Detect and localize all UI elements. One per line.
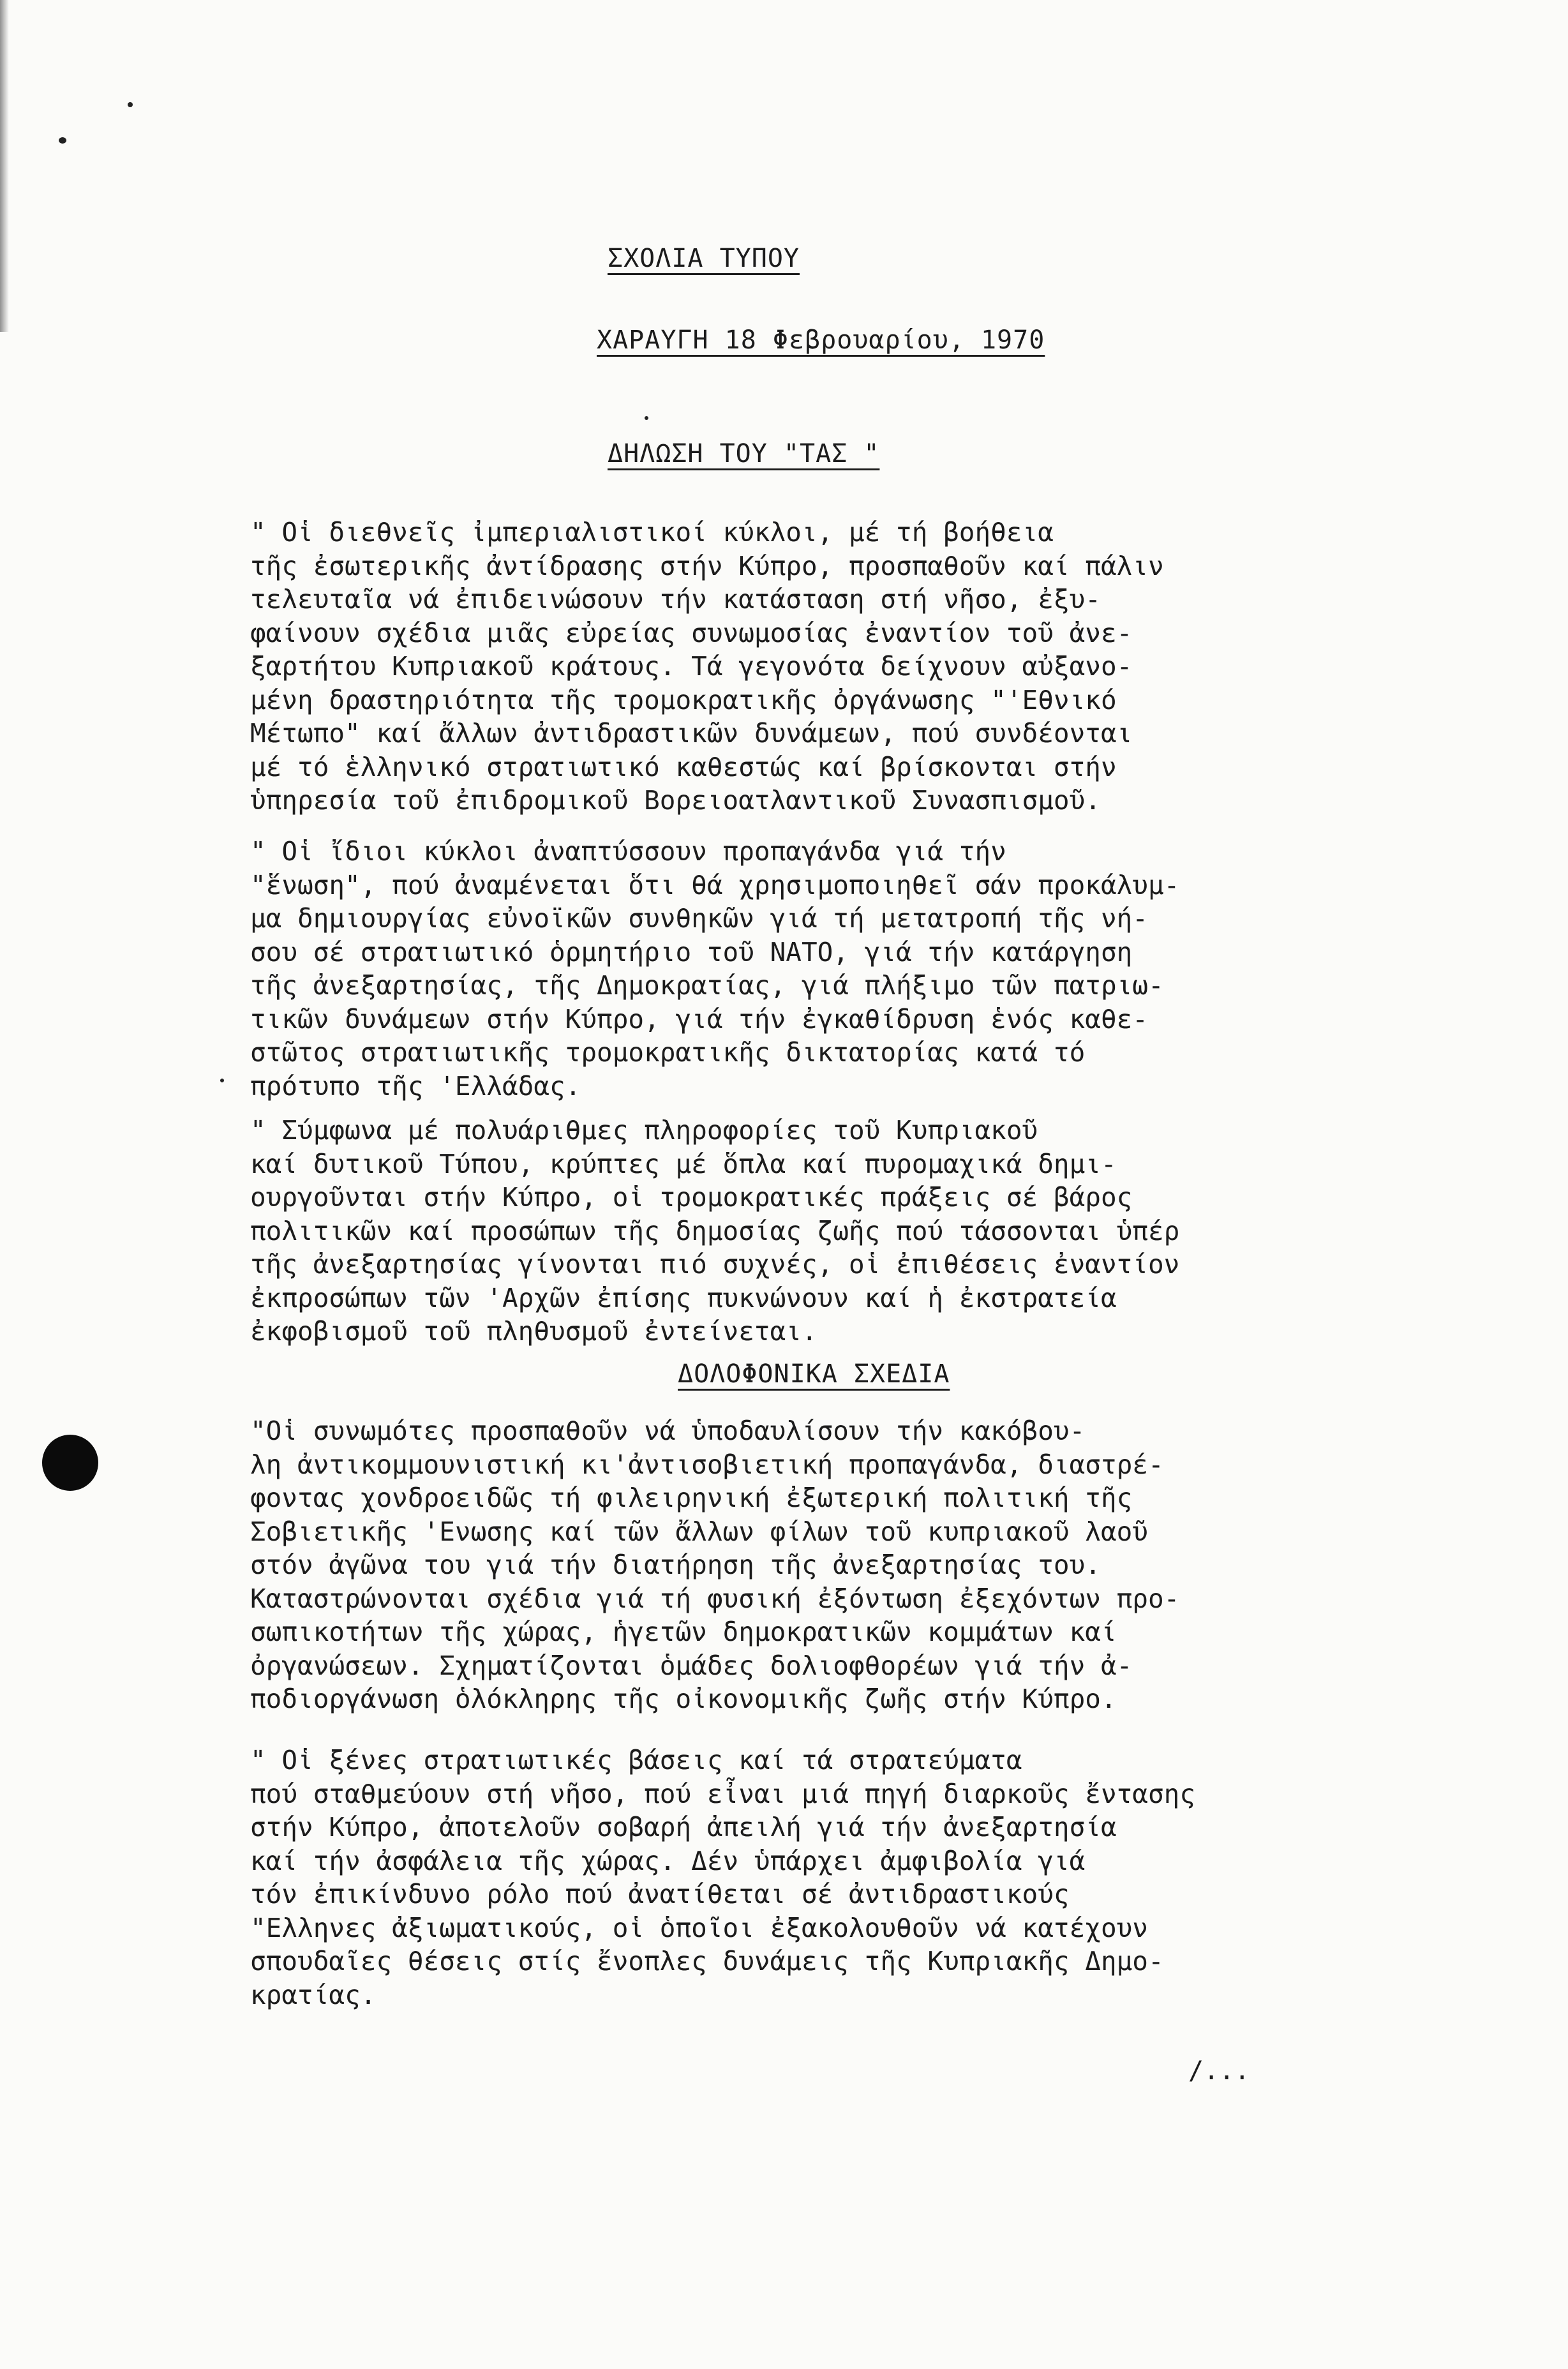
text-line: σου σέ στρατιωτικό ὁρμητήριο τοῦ ΝΑΤΟ, γιά τήν κατάργηση xyxy=(250,936,1133,968)
text-line: πού σταθμεύουν στή νῆσο, πού εἶναι μιά πηγή διαρκοῦς ἔντασης xyxy=(250,1778,1196,1809)
section-heading-plots: ΔΟΛΟΦΟΝΙΚΑ ΣΧΕΔΙΑ xyxy=(678,1359,950,1389)
text-line: πολιτικῶν καί προσώπων τῆς δημοσίας ζωῆς πού τάσσονται ὑπέρ xyxy=(250,1215,1180,1246)
text-line: ἐκπροσώπων τῶν 'Αρχῶν ἐπίσης πυκνώνουν καί ἡ ἐκστρατεία xyxy=(250,1282,1117,1313)
text-line: ποδιοργάνωση ὁλόκληρης τῆς οἰκονομικῆς ζωῆς στήν Κύπρο. xyxy=(250,1684,1117,1714)
text-line: μα δημιουργίας εὐνοϊκῶν συνθηκῶν γιά τή μετατροπή τῆς νή- xyxy=(250,903,1148,934)
text-line: "Ελληνες ἀξιωματικούς, οἱ ὁποῖοι ἐξακολουθοῦν νά κατέχουν xyxy=(250,1912,1148,1943)
scan-speck xyxy=(220,1079,224,1082)
text-line: στῶτος στρατιωτικῆς τρομοκρατικῆς δικτατορίας κατά τό xyxy=(250,1037,1086,1068)
text-line: Σοβιετικῆς 'Ενωσης καί τῶν ἄλλων φίλων τοῦ κυπριακοῦ λαοῦ xyxy=(250,1516,1148,1547)
text-line: " Οἱ διεθνεῖς ἰμπεριαλιστικοί κύκλοι, μέ τή βοήθεια xyxy=(250,517,1054,548)
paragraph-2 xyxy=(250,835,1399,1103)
text-line: " Οἱ ξένες στρατιωτικές βάσεις καί τά στρατεύματα xyxy=(250,1745,1022,1775)
text-line: Μέτωπο" καί ἄλλων ἀντιδραστικῶν δυνάμεων, πού συνδέονται xyxy=(250,718,1133,749)
text-line: σπουδαῖες θέσεις στίς ἔνοπλες δυνάμεις τῆς Κυπριακῆς Δημο- xyxy=(250,1946,1164,1977)
paragraph-5 xyxy=(250,1744,1399,2012)
text-line: Καταστρώνονται σχέδια γιά τή φυσική ἐξόντωση ἐξεχόντων προ- xyxy=(250,1583,1180,1614)
source-date-heading: ΧΑΡΑΥΓΗ 18 Φεβρουαρίου, 1970 xyxy=(597,325,1045,355)
scan-speck xyxy=(128,102,133,107)
text-line: μένη δραστηριότητα τῆς τρομοκρατικῆς ὀργάνωσης "'Εθνικό xyxy=(250,684,1117,715)
text-line: σωπικοτήτων τῆς χώρας, ἡγετῶν δημοκρατικῶν κομμάτων καί xyxy=(250,1617,1117,1647)
text-line: φοντας χονδροειδῶς τή φιλειρηνική ἐξωτερική πολιτική τῆς xyxy=(250,1483,1133,1513)
text-line: ουργοῦνται στήν Κύπρο, οἱ τρομοκρατικές πράξεις σέ βάρος xyxy=(250,1182,1133,1213)
text-line: τικῶν δυνάμεων στήν Κύπρο, γιά τήν ἐγκαθίδρυση ἑνός καθε- xyxy=(250,1003,1148,1035)
text-line: φαίνουν σχέδια μιᾶς εὐρείας συνωμοσίας ἐναντίον τοῦ ἀνε- xyxy=(250,617,1133,648)
paragraph-3 xyxy=(250,1114,1399,1349)
text-line: " Σύμφωνα μέ πολυάριθμες πληροφορίες τοῦ Κυπριακοῦ xyxy=(250,1115,1038,1146)
text-line: "ἕνωση", πού ἀναμένεται ὅτι θά χρησιμοποιηθεῖ σάν προκάλυμ- xyxy=(250,869,1180,901)
text-line: ξαρτήτου Κυπριακοῦ κράτους. Τά γεγονότα δείχνουν αὐξανο- xyxy=(250,651,1133,682)
scan-speck xyxy=(59,137,66,144)
text-line: καί δυτικοῦ Τύπου, κρύπτες μέ ὅπλα καί πυρομαχικά δημι- xyxy=(250,1148,1117,1179)
paragraph-1 xyxy=(250,516,1399,818)
continuation-mark: /... xyxy=(1188,2056,1250,2086)
text-line: ἐκφοβισμοῦ τοῦ πληθυσμοῦ ἐντείνεται. xyxy=(250,1316,818,1347)
text-line: στήν Κύπρο, ἀποτελοῦν σοβαρή ἀπειλή γιά τήν ἀνεξαρτησία xyxy=(250,1812,1117,1842)
text-line: "Οἱ συνωμότες προσπαθοῦν νά ὑποδαυλίσουν τήν κακόβου- xyxy=(250,1416,1086,1446)
document-title: ΣΧΟΛΙΑ ΤΥΠΟΥ xyxy=(608,244,800,273)
text-line: τῆς ἀνεξαρτησίας, τῆς Δημοκρατίας, γιά πλήξιμο τῶν πατριω- xyxy=(250,970,1164,1001)
text-line: ὀργανώσεων. Σχηματίζονται ὁμάδες δολιοφθορέων γιά τήν ἀ- xyxy=(250,1650,1133,1681)
text-line: τελευταῖα νά ἐπιδεινώσουν τήν κατάσταση στή νῆσο, ἐξυ- xyxy=(250,584,1101,615)
text-line: μέ τό ἑλληνικό στρατιωτικό καθεστώς καί βρίσκονται στήν xyxy=(250,751,1117,782)
scan-edge-shadow xyxy=(0,0,9,332)
text-line: καί τήν ἀσφάλεια τῆς χώρας. Δέν ὑπάρχει ἀμφιβολία γιά xyxy=(250,1845,1086,1876)
text-line: τόν ἐπικίνδυνο ρόλο πού ἀνατίθεται σέ ἀντιδραστικούς xyxy=(250,1879,1070,1909)
text-line: " Οἱ ἴδιοι κύκλοι ἀναπτύσσουν προπαγάνδα γιά τήν xyxy=(250,836,1006,867)
text-line: λη ἀντικομμουνιστική κι'ἀντισοβιετική προπαγάνδα, διαστρέ- xyxy=(250,1449,1164,1480)
punch-hole xyxy=(42,1435,98,1491)
text-line: ὑπηρεσία τοῦ ἐπιδρομικοῦ Βορειοατλαντικοῦ Συνασπισμοῦ. xyxy=(250,785,1101,816)
scan-speck xyxy=(645,416,648,420)
text-line: τῆς ἐσωτερικῆς ἀντίδρασης στήν Κύπρο, προσπαθοῦν καί πάλιν xyxy=(250,550,1164,581)
statement-heading: ΔΗΛΩΣΗ ΤΟΥ "ΤΑΣ " xyxy=(608,439,880,468)
text-line: κρατίας. xyxy=(250,1979,377,2010)
text-line: τῆς ἀνεξαρτησίας γίνονται πιό συχνές, οἱ ἐπιθέσεις ἐναντίον xyxy=(250,1249,1180,1280)
text-line: πρότυπο τῆς 'Ελλάδας. xyxy=(250,1070,581,1102)
text-line: στόν ἀγῶνα του γιά τήν διατήρηση τῆς ἀνεξαρτησίας του. xyxy=(250,1550,1101,1580)
paragraph-4 xyxy=(250,1414,1399,1716)
